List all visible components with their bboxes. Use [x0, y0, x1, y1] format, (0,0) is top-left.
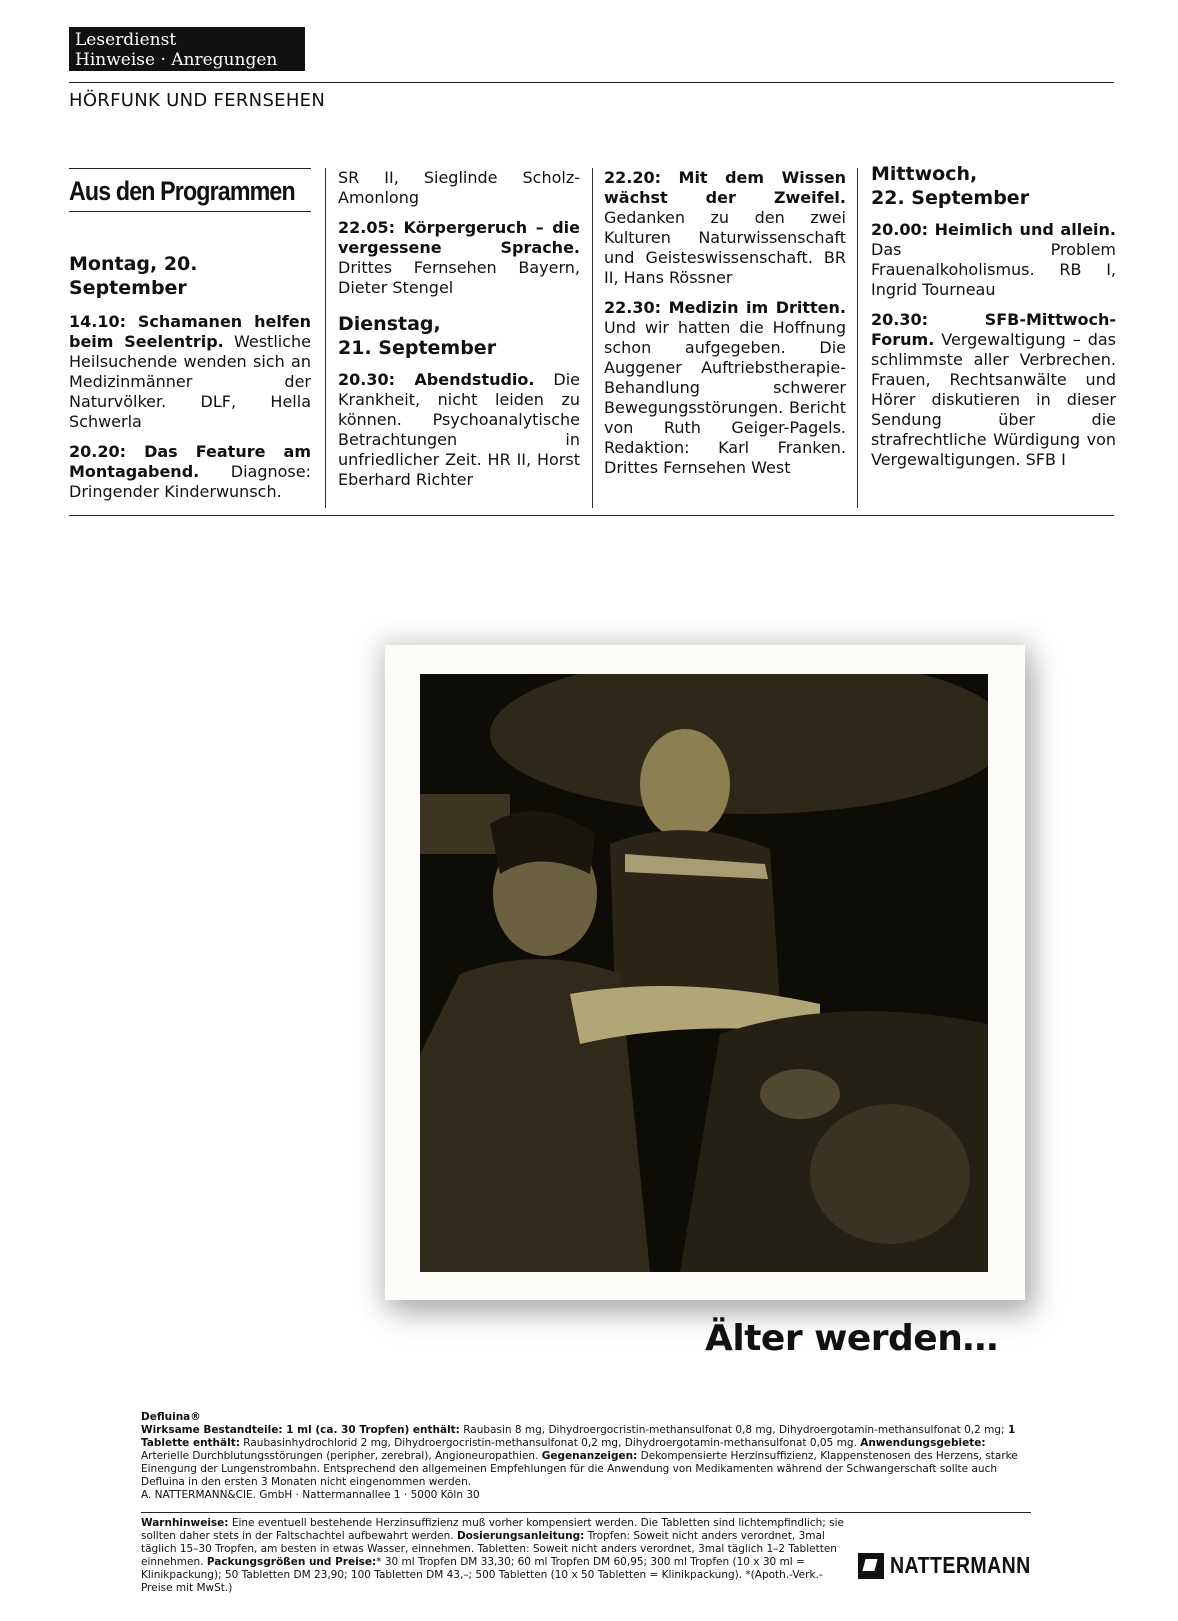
masthead — [69, 27, 305, 71]
entry-title: 20.20: Das Feature am Montagabend. — [69, 442, 311, 481]
entry-text: Diagnose: Dringender Kinderwunsch. — [69, 462, 311, 501]
program-entry — [69, 442, 311, 502]
product-name: Defluina® — [141, 1411, 201, 1423]
warnings-text: Eine eventuell bestehende Herzinsuffizienz muß vorher kompensiert werden. Die Tabletten sind lichtempfindlich; sie sollten daher stets in der Faltschachtel aufbewahrt werden. — [141, 1517, 844, 1542]
entry-title: 14.10: Schamanen helfen beim Seelentrip. — [69, 312, 311, 351]
ad-headline: Älter werden… — [705, 1318, 998, 1359]
column-3 — [604, 168, 846, 488]
photo-illustration — [420, 674, 988, 1272]
indications-text: Arterielle Durchblutungsstörungen (peripher, zerebral), Angioneuropathien. — [141, 1450, 539, 1462]
program-entry — [871, 220, 1116, 300]
column-4 — [871, 163, 1116, 480]
day-date: 22. September — [871, 187, 1030, 209]
masthead-line1: Leserdienst — [75, 30, 177, 50]
warnings-label: Warnhinweise: — [141, 1517, 229, 1529]
program-entry — [69, 312, 311, 432]
nattermann-logo — [858, 1552, 1056, 1579]
top-rule — [69, 82, 1114, 83]
ingredients-label: Wirksame Bestandteile: 1 ml (ca. 30 Tropfen) enthält: — [141, 1424, 460, 1436]
entry-text: Und wir hatten die Hoffnung schon aufgegeben. Die Auggener Auftriebstherapie-Behandlung schwerer Bewegungsstörungen. Bericht von Ruth Geiger-Pagels. Redaktion: Karl Franken. Drittes Fernsehen West — [604, 318, 846, 477]
logo-mark-icon — [858, 1553, 884, 1579]
entry-title: 20.00: Heimlich und allein. — [871, 220, 1116, 239]
section-label: HÖRFUNK UND FERNSEHEN — [69, 90, 326, 111]
dosage-text: Tropfen: Soweit nicht anders verordnet, 3mal täglich 15–30 Tropfen, am besten in etwas Wasser, einnehmen. Tabletten: Soweit nicht anders verordnet, 3mal täglich 1–2 Tabletten einnehmen. — [141, 1530, 837, 1568]
entry-title: 22.05: Körpergeruch – die vergessene Sprache. — [338, 218, 580, 257]
entry-text: Drittes Fernsehen Bayern, Dieter Stengel — [338, 258, 580, 297]
column-1 — [69, 168, 311, 512]
company-address: A. NATTERMANN&CIE. GmbH · Nattermannallee 1 · 5000 Köln 30 — [141, 1489, 480, 1501]
masthead-line2: Hinweise · Anregungen — [75, 50, 278, 70]
column-2 — [338, 168, 580, 500]
column-divider — [325, 168, 326, 508]
entry-title: 22.20: Mit dem Wissen wächst der Zweifel. — [604, 168, 846, 207]
column-divider — [857, 168, 858, 508]
entry-title: 22.30: Medizin im Dritten. — [604, 298, 846, 317]
entry-text: Die Krankheit, nicht leiden zu können. Psychoanalytische Betrachtungen in unfriedlicher Zeit. HR II, Horst Eberhard Richter — [338, 370, 580, 489]
entry-text: Gedanken zu den zwei Kulturen Naturwissenschaft und Geisteswissenschaft. BR II, Hans Rössner — [604, 208, 846, 287]
ad-warnings — [141, 1517, 846, 1595]
indications-label: Anwendungsgebiete: — [860, 1437, 986, 1449]
day-name: Dienstag, — [338, 313, 441, 335]
entry-continuation: SR II, Sieglinde Scholz-Amonlong — [338, 168, 580, 207]
title-rule-top — [69, 168, 311, 169]
entry-text: Vergewaltigung – das schlimmste aller Verbrechen. Frauen, Rechtsanwälte und Hörer diskutieren in dieser Sendung über die strafrechtliche Würdigung von Vergewaltigungen. SFB I — [871, 330, 1116, 469]
day-heading-tuesday — [338, 312, 580, 360]
dosage-label: Dosierungsanleitung: — [456, 1530, 585, 1542]
bottom-rule — [69, 515, 1114, 516]
day-heading-monday: Montag, 20. September — [69, 253, 198, 299]
packages-label: Packungsgrößen und Preise: — [206, 1556, 377, 1568]
program-entry — [338, 370, 580, 490]
logo-text: NATTERMANN — [890, 1552, 1031, 1578]
ad-photo — [420, 674, 988, 1272]
tablet-text: Raubasinhydrochlorid 2 mg, Dihydroergocristin-methansulfonat 0,2 mg, Dihydroergotamin-methansulfonat 0,05 mg. — [239, 1437, 857, 1449]
ad-product-info — [141, 1411, 1031, 1502]
day-name: Mittwoch, — [871, 163, 978, 185]
tablet-label: 1 Tablette enthält: — [141, 1424, 1016, 1449]
programs-title: Aus den Programmen — [69, 176, 295, 206]
title-rule-bottom — [69, 211, 311, 212]
entry-text: Westliche Heilsuchende wenden sich an Medizinmänner der Naturvölker. DLF, Hella Schwerla — [69, 332, 311, 431]
program-entry — [604, 298, 846, 478]
program-entry — [338, 218, 580, 298]
entry-text: Das Problem Frauenalkoholismus. RB I, Ingrid Tourneau — [871, 240, 1116, 299]
entry-title: 20.30: Abendstudio. — [338, 370, 535, 389]
day-date: 21. September — [338, 337, 497, 359]
program-entry — [604, 168, 846, 288]
contraindications-label: Gegenanzeigen: — [541, 1450, 638, 1462]
ingredients-text: Raubasin 8 mg, Dihydroergocristin-methansulfonat 0,8 mg, Dihydroergotamin-methansulfonat 0,2 mg; — [459, 1424, 1005, 1436]
program-entry — [871, 310, 1116, 470]
packages-text: * 30 ml Tropfen DM 33,30; 60 ml Tropfen DM 60,95; 300 ml Tropfen (10 x 30 ml = Klinikpackung); 50 Tabletten DM 23,90; 100 Tabletten DM 43,–; 500 Tabletten (10 x 50 Tabletten = Klinikpackung). *(Apoth.-Verk.-Preise mit MwSt.) — [141, 1556, 823, 1594]
entry-title: 20.30: SFB-Mittwoch-Forum. — [871, 310, 1116, 349]
ad-divider — [141, 1512, 1031, 1513]
column-divider — [592, 168, 593, 508]
day-heading-wednesday — [871, 162, 1116, 210]
contraindications-text: Dekompensierte Herzinsuffizienz, Klappenstenosen des Herzens, starke Einengung der Lungenstrombahn. Entsprechend den allgemeinen Empfehlungen für die Anwendung von Medikamenten während der Schwangerschaft sollte auch Defluina in den ersten 3 Monaten nicht eingenommen werden. — [141, 1450, 1018, 1488]
